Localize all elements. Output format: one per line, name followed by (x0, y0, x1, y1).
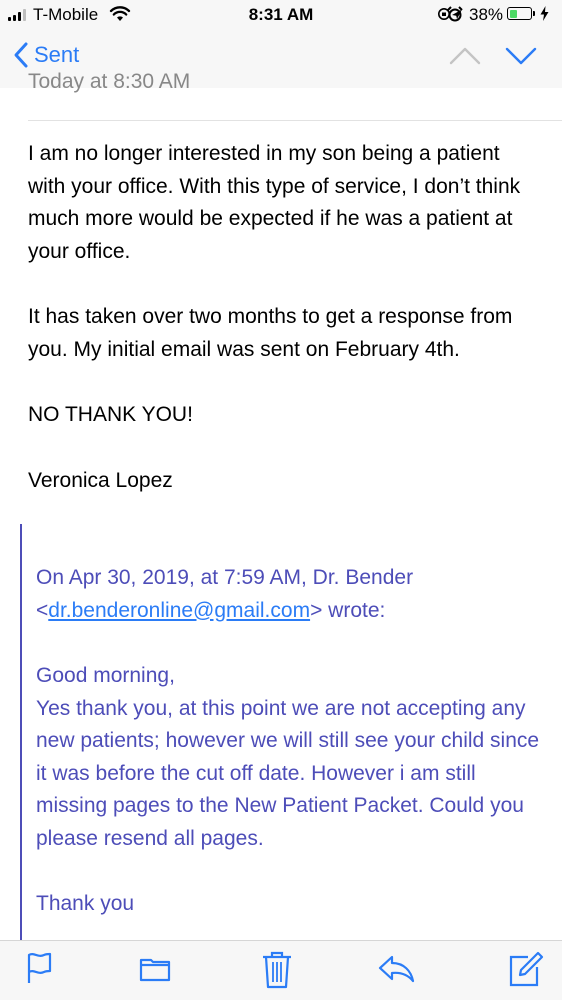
reply-icon[interactable] (377, 951, 415, 985)
paragraph: It has taken over two months to get a response from you. My initial email was sent on February 4th. (28, 305, 513, 361)
trash-icon[interactable] (262, 951, 292, 989)
quote-header: On Apr 30, 2019, at 7:59 AM, Dr. Bender <dr.benderonline@gmail.com> wrote: (36, 566, 414, 622)
chevron-up-icon[interactable] (449, 46, 481, 66)
battery-percent: 38% (469, 5, 504, 24)
paragraph: I am no longer interested in my son being a patient with your office. With this type of service, I don’t think much more would be expected if he was a patient at your office. (28, 142, 521, 263)
quote-text: Yes thank you, at this point we are not accepting any new patients; however we will still see your child since it was before the cut off date. However i am still missing pages to the New Patient Packet. Could you please resend all pages. (36, 696, 540, 850)
quoted-message (20, 524, 546, 940)
back-label: Sent (34, 42, 80, 67)
battery-icon (507, 7, 532, 20)
back-button[interactable] (14, 42, 79, 68)
folder-icon[interactable] (139, 951, 171, 985)
compose-icon[interactable] (508, 951, 542, 987)
status-bar (0, 0, 562, 30)
quote-greeting: Good morning, (36, 664, 175, 687)
flag-icon[interactable] (26, 951, 52, 985)
chevron-down-icon[interactable] (505, 46, 537, 66)
message-body (28, 138, 538, 530)
message-content[interactable] (0, 70, 562, 940)
clock: 8:31 AM (248, 5, 314, 24)
divider (28, 120, 562, 121)
email-link[interactable]: dr.benderonline@gmail.com (48, 598, 311, 622)
bottom-toolbar (0, 940, 562, 1000)
quote-closing: Thank you (36, 892, 135, 915)
alarm-icon (447, 6, 463, 22)
carrier-name: T-Mobile (33, 5, 99, 24)
message-date: Today at 8:30 AM (28, 70, 191, 93)
paragraph: NO THANK YOU! (28, 403, 193, 426)
signature: Veronica Lopez (28, 468, 173, 492)
quote-body (36, 660, 546, 855)
battery-tip (533, 11, 535, 16)
charging-icon (540, 6, 549, 21)
chevron-left-icon (14, 42, 28, 68)
